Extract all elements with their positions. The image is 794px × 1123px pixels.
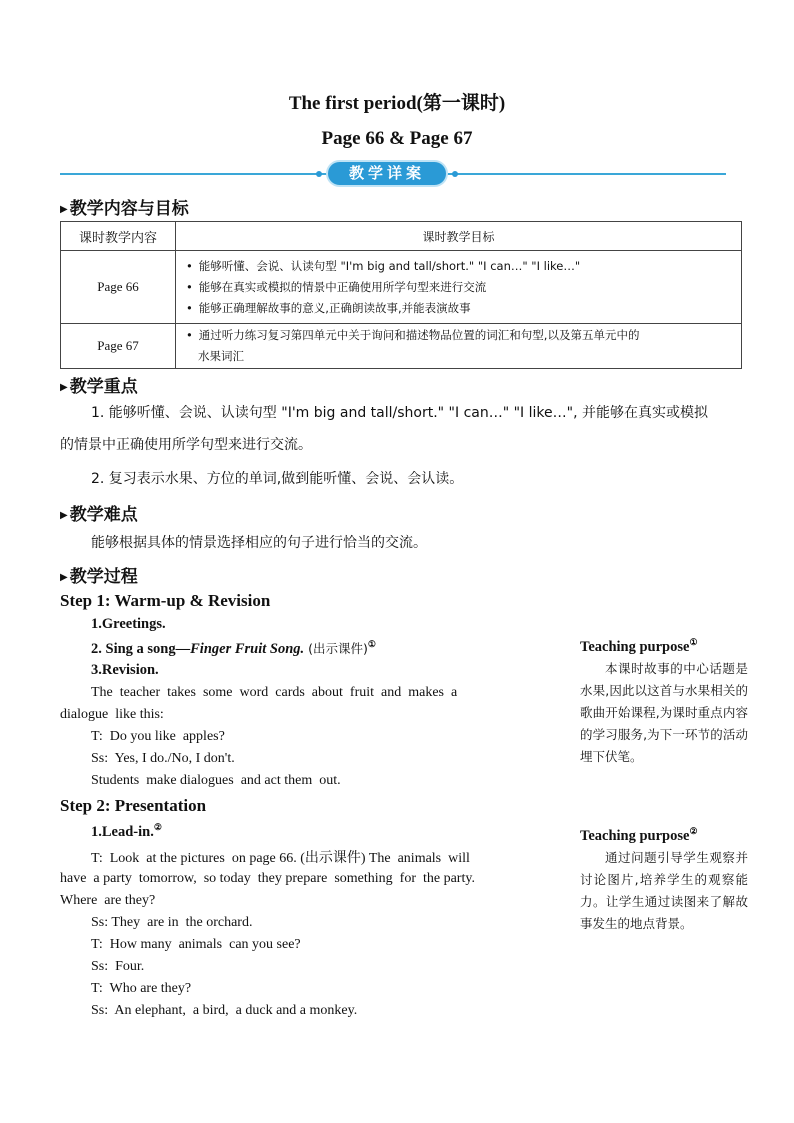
step-1-title: Step 1: Warm-up & Revision	[60, 591, 271, 610]
footnote-mark: ②	[153, 822, 162, 832]
sing-suffix: (出示课件)	[304, 641, 368, 656]
table-row	[61, 324, 742, 369]
goal-text: 通过听力练习复习第四单元中关于询问和描述物品位置的词汇和句型,以及第五单元中的	[198, 328, 640, 342]
step-2-line: Ss: Four.	[91, 959, 145, 974]
teaching-purpose-2-title	[580, 826, 698, 845]
footnote-mark: ①	[367, 639, 376, 650]
arrow-icon: ▶	[60, 572, 68, 583]
goal-text: 能够听懂、会说、认读句型 "I'm big and tall/short." "I can…" "I like…"	[198, 258, 581, 273]
step-1-revision: 3.Revision.	[91, 662, 159, 678]
goal-item: • 能够在真实或模拟的情景中正确使用所学句型来进行交流	[186, 279, 487, 294]
section-heading-key-points	[60, 372, 138, 397]
page-subtitle: Page 66 & Page 67	[321, 128, 473, 149]
section-heading-process	[60, 562, 138, 587]
step-1-line: Ss: Yes, I do./No, I don't.	[91, 751, 235, 766]
section-heading-goals	[60, 194, 189, 219]
table-cell-page: Page 66	[61, 251, 176, 324]
footnote-mark: ②	[689, 826, 698, 836]
goals-table	[60, 221, 742, 369]
step-1-line: dialogue like this:	[60, 707, 164, 722]
section-label: 教学难点	[69, 505, 138, 525]
step-1-sing	[91, 639, 376, 658]
step-2-title: Step 2: Presentation	[60, 796, 207, 815]
key-point-2: 2. 复习表示水果、方位的单词,做到能听懂、会说、会认读。	[91, 471, 464, 487]
teaching-purpose-2-body: 通过问题引导学生观察并讨论图片,培养学生的观察能力。让学生通过读图来了解故事发生的地点背景。	[580, 850, 748, 931]
goal-text: 能够正确理解故事的意义,正确朗读故事,并能表演故事	[198, 300, 471, 315]
goal-item: • 能够听懂、会说、认读句型 "I'm big and tall/short." "I can…" "I like…"	[186, 258, 581, 273]
table-cell-goals	[176, 324, 742, 369]
arrow-icon: ▶	[60, 510, 68, 521]
step-2-line: Where are they?	[60, 893, 156, 908]
tp-label: Teaching purpose	[580, 638, 690, 655]
step-2-line: T: How many animals can you see?	[91, 937, 301, 952]
key-point-1-line2: 的情景中正确使用所学句型来进行交流。	[60, 437, 312, 453]
step-1-greetings: 1.Greetings.	[91, 616, 166, 632]
section-heading-difficulties	[60, 500, 138, 525]
table-cell-page: Page 67	[61, 324, 176, 369]
table-cell-goals	[176, 251, 742, 324]
goal-text: 能够在真实或模拟的情景中正确使用所学句型来进行交流	[198, 279, 487, 294]
section-label: 教学过程	[69, 567, 138, 587]
footnote-mark: ①	[689, 637, 698, 647]
table-header-cell: 课时教学目标	[176, 222, 742, 251]
section-label: 教学内容与目标	[69, 199, 189, 219]
song-title: Finger Fruit Song.	[190, 641, 305, 657]
step-2-line: T: Who are they?	[91, 981, 192, 996]
tp-label: Teaching purpose	[580, 827, 690, 844]
goal-item: • 能够正确理解故事的意义,正确朗读故事,并能表演故事	[186, 300, 471, 315]
page-title: The first period(第一课时)	[288, 93, 506, 114]
teaching-purpose-1-title	[580, 637, 698, 656]
goal-item: • 通过听力练习复习第四单元中关于询问和描述物品位置的词汇和句型,以及第五单元中的	[186, 328, 640, 342]
table-header-cell: 课时教学内容	[61, 222, 176, 251]
step-2-line: have a party tomorrow, so today they prepare something for the party.	[60, 871, 475, 886]
arrow-icon: ▶	[60, 204, 68, 215]
teaching-purpose-1-body: 本课时故事的中心话题是水果,因此以这首与水果相关的歌曲开始课程,为课时重点内容的学习服务,为下一环节的活动埋下伏笔。	[580, 661, 748, 764]
step-2-line: Ss: They are in the orchard.	[91, 915, 253, 930]
sing-prefix: 2. Sing a song—	[91, 641, 191, 657]
step-1-line: Students make dialogues and act them out.	[91, 773, 341, 788]
step-1-line: T: Do you like apples?	[91, 729, 225, 744]
badge-dot-left	[316, 171, 322, 177]
difficulty-1: 能够根据具体的情景选择相应的句子进行恰当的交流。	[91, 535, 427, 551]
goal-item-cont: 水果词汇	[198, 349, 244, 363]
step-1-line: The teacher takes some word cards about fruit and makes a	[91, 685, 458, 700]
arrow-icon: ▶	[60, 382, 68, 393]
badge-dot-right	[452, 171, 458, 177]
step-2-line: Ss: An elephant, a bird, a duck and a monkey.	[91, 1003, 358, 1018]
step-2-line: T: Look at the pictures on page 66. (出示课件) The animals will	[91, 851, 470, 866]
section-badge: 教学详案	[326, 160, 448, 187]
table-row	[61, 251, 742, 324]
key-point-1-line1: 1. 能够听懂、会说、认读句型 "I'm big and tall/short." "I can…" "I like…", 并能够在真实或模拟	[91, 405, 708, 421]
leadin-label: 1.Lead-in.	[91, 823, 154, 840]
section-label: 教学重点	[69, 377, 138, 397]
table-header-row	[61, 222, 742, 251]
step-2-leadin	[91, 822, 162, 841]
